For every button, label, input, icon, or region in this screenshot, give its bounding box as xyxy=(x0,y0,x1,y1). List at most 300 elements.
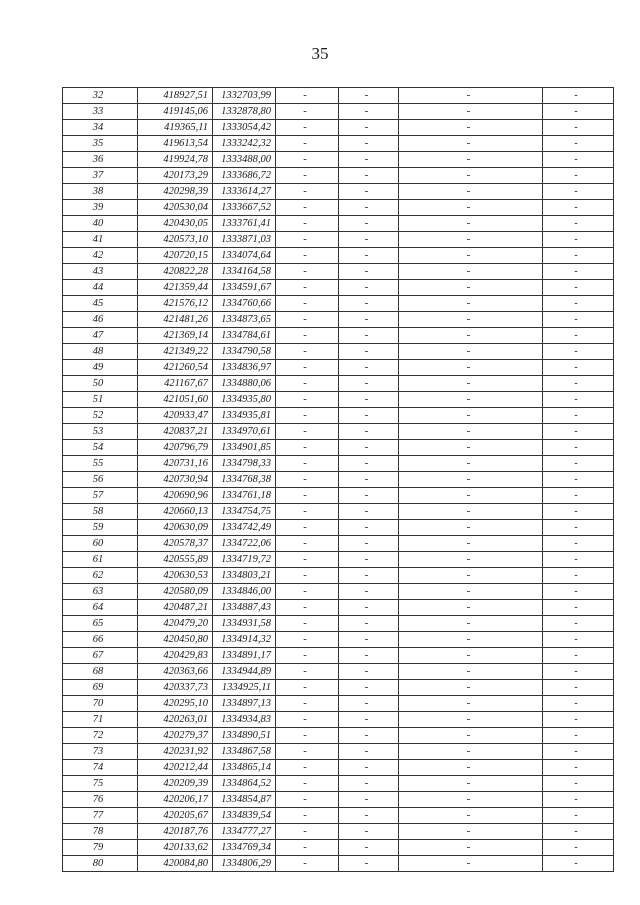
point-number-cell: 55 xyxy=(63,456,138,472)
table-row xyxy=(63,264,614,280)
column-4-cell: - xyxy=(276,696,339,712)
x-coordinate-cell: 420295,10 xyxy=(138,696,213,712)
page-number: 35 xyxy=(311,44,329,63)
table-row xyxy=(63,296,614,312)
y-coordinate-cell: 1333242,32 xyxy=(213,136,276,152)
x-coordinate-cell: 419924,78 xyxy=(138,152,213,168)
column-6-cell: - xyxy=(399,264,543,280)
point-number-cell: 44 xyxy=(63,280,138,296)
column-4-cell: - xyxy=(276,760,339,776)
column-4-cell: - xyxy=(276,280,339,296)
column-6-cell: - xyxy=(399,440,543,456)
column-4-cell: - xyxy=(276,632,339,648)
column-6-cell: - xyxy=(399,856,543,872)
column-7-cell: - xyxy=(543,312,614,328)
y-coordinate-cell: 1334846,00 xyxy=(213,584,276,600)
point-number-cell: 61 xyxy=(63,552,138,568)
column-4-cell: - xyxy=(276,424,339,440)
point-number-cell: 38 xyxy=(63,184,138,200)
column-6-cell: - xyxy=(399,216,543,232)
x-coordinate-cell: 420796,79 xyxy=(138,440,213,456)
y-coordinate-cell: 1334865,14 xyxy=(213,760,276,776)
column-5-cell: - xyxy=(339,152,399,168)
column-7-cell: - xyxy=(543,712,614,728)
point-number-cell: 50 xyxy=(63,376,138,392)
column-7-cell: - xyxy=(543,760,614,776)
y-coordinate-cell: 1334935,81 xyxy=(213,408,276,424)
table-row xyxy=(63,616,614,632)
point-number-cell: 74 xyxy=(63,760,138,776)
column-6-cell: - xyxy=(399,232,543,248)
table-row xyxy=(63,776,614,792)
column-5-cell: - xyxy=(339,536,399,552)
column-4-cell: - xyxy=(276,216,339,232)
column-5-cell: - xyxy=(339,792,399,808)
column-4-cell: - xyxy=(276,600,339,616)
column-5-cell: - xyxy=(339,392,399,408)
column-4-cell: - xyxy=(276,488,339,504)
table-row xyxy=(63,104,614,120)
column-6-cell: - xyxy=(399,840,543,856)
y-coordinate-cell: 1334935,80 xyxy=(213,392,276,408)
x-coordinate-cell: 420212,44 xyxy=(138,760,213,776)
y-coordinate-cell: 1333488,00 xyxy=(213,152,276,168)
y-coordinate-cell: 1334761,18 xyxy=(213,488,276,504)
column-4-cell: - xyxy=(276,360,339,376)
x-coordinate-cell: 421359,44 xyxy=(138,280,213,296)
x-coordinate-cell: 420822,28 xyxy=(138,264,213,280)
column-6-cell: - xyxy=(399,152,543,168)
y-coordinate-cell: 1333871,03 xyxy=(213,232,276,248)
column-4-cell: - xyxy=(276,200,339,216)
column-7-cell: - xyxy=(543,408,614,424)
point-number-cell: 63 xyxy=(63,584,138,600)
column-5-cell: - xyxy=(339,552,399,568)
column-7-cell: - xyxy=(543,744,614,760)
column-6-cell: - xyxy=(399,760,543,776)
y-coordinate-cell: 1334769,34 xyxy=(213,840,276,856)
column-4-cell: - xyxy=(276,296,339,312)
column-7-cell: - xyxy=(543,280,614,296)
point-number-cell: 52 xyxy=(63,408,138,424)
point-number-cell: 62 xyxy=(63,568,138,584)
y-coordinate-cell: 1334760,66 xyxy=(213,296,276,312)
column-5-cell: - xyxy=(339,584,399,600)
table-row xyxy=(63,552,614,568)
column-6-cell: - xyxy=(399,328,543,344)
column-4-cell: - xyxy=(276,136,339,152)
column-6-cell: - xyxy=(399,632,543,648)
column-5-cell: - xyxy=(339,88,399,104)
table-row xyxy=(63,680,614,696)
y-coordinate-cell: 1334867,58 xyxy=(213,744,276,760)
column-6-cell: - xyxy=(399,712,543,728)
column-4-cell: - xyxy=(276,568,339,584)
point-number-cell: 53 xyxy=(63,424,138,440)
x-coordinate-cell: 421167,67 xyxy=(138,376,213,392)
column-7-cell: - xyxy=(543,776,614,792)
column-7-cell: - xyxy=(543,808,614,824)
x-coordinate-cell: 419613,54 xyxy=(138,136,213,152)
column-6-cell: - xyxy=(399,120,543,136)
column-7-cell: - xyxy=(543,168,614,184)
column-4-cell: - xyxy=(276,520,339,536)
column-4-cell: - xyxy=(276,616,339,632)
point-number-cell: 40 xyxy=(63,216,138,232)
column-5-cell: - xyxy=(339,424,399,440)
column-5-cell: - xyxy=(339,488,399,504)
column-7-cell: - xyxy=(543,392,614,408)
point-number-cell: 67 xyxy=(63,648,138,664)
column-6-cell: - xyxy=(399,664,543,680)
y-coordinate-cell: 1332703,99 xyxy=(213,88,276,104)
column-5-cell: - xyxy=(339,184,399,200)
table-row xyxy=(63,360,614,376)
point-number-cell: 79 xyxy=(63,840,138,856)
column-7-cell: - xyxy=(543,136,614,152)
table-row xyxy=(63,712,614,728)
column-7-cell: - xyxy=(543,424,614,440)
column-6-cell: - xyxy=(399,776,543,792)
column-7-cell: - xyxy=(543,104,614,120)
column-7-cell: - xyxy=(543,600,614,616)
column-7-cell: - xyxy=(543,328,614,344)
column-7-cell: - xyxy=(543,616,614,632)
y-coordinate-cell: 1334836,97 xyxy=(213,360,276,376)
x-coordinate-cell: 420690,96 xyxy=(138,488,213,504)
table-row xyxy=(63,136,614,152)
point-number-cell: 77 xyxy=(63,808,138,824)
x-coordinate-cell: 420231,92 xyxy=(138,744,213,760)
column-4-cell: - xyxy=(276,344,339,360)
column-6-cell: - xyxy=(399,296,543,312)
x-coordinate-cell: 421051,60 xyxy=(138,392,213,408)
column-4-cell: - xyxy=(276,536,339,552)
point-number-cell: 71 xyxy=(63,712,138,728)
y-coordinate-cell: 1334591,67 xyxy=(213,280,276,296)
column-4-cell: - xyxy=(276,504,339,520)
column-7-cell: - xyxy=(543,632,614,648)
y-coordinate-cell: 1334925,11 xyxy=(213,680,276,696)
column-5-cell: - xyxy=(339,104,399,120)
table-row xyxy=(63,856,614,872)
column-5-cell: - xyxy=(339,648,399,664)
y-coordinate-cell: 1334768,38 xyxy=(213,472,276,488)
x-coordinate-cell: 420209,39 xyxy=(138,776,213,792)
table-row xyxy=(63,328,614,344)
y-coordinate-cell: 1334742,49 xyxy=(213,520,276,536)
point-number-cell: 66 xyxy=(63,632,138,648)
x-coordinate-cell: 420555,89 xyxy=(138,552,213,568)
y-coordinate-cell: 1334934,83 xyxy=(213,712,276,728)
y-coordinate-cell: 1334784,61 xyxy=(213,328,276,344)
y-coordinate-cell: 1332878,80 xyxy=(213,104,276,120)
point-number-cell: 34 xyxy=(63,120,138,136)
point-number-cell: 75 xyxy=(63,776,138,792)
x-coordinate-cell: 418927,51 xyxy=(138,88,213,104)
column-4-cell: - xyxy=(276,856,339,872)
column-5-cell: - xyxy=(339,216,399,232)
table-row xyxy=(63,808,614,824)
column-7-cell: - xyxy=(543,344,614,360)
column-5-cell: - xyxy=(339,632,399,648)
point-number-cell: 42 xyxy=(63,248,138,264)
x-coordinate-cell: 420084,80 xyxy=(138,856,213,872)
x-coordinate-cell: 420630,53 xyxy=(138,568,213,584)
column-5-cell: - xyxy=(339,376,399,392)
point-number-cell: 60 xyxy=(63,536,138,552)
y-coordinate-cell: 1334803,21 xyxy=(213,568,276,584)
y-coordinate-cell: 1334798,33 xyxy=(213,456,276,472)
x-coordinate-cell: 421369,14 xyxy=(138,328,213,344)
point-number-cell: 45 xyxy=(63,296,138,312)
y-coordinate-cell: 1334891,17 xyxy=(213,648,276,664)
column-5-cell: - xyxy=(339,472,399,488)
column-7-cell: - xyxy=(543,696,614,712)
column-7-cell: - xyxy=(543,88,614,104)
column-4-cell: - xyxy=(276,376,339,392)
column-5-cell: - xyxy=(339,680,399,696)
y-coordinate-cell: 1334901,85 xyxy=(213,440,276,456)
column-6-cell: - xyxy=(399,344,543,360)
table-row xyxy=(63,728,614,744)
point-number-cell: 46 xyxy=(63,312,138,328)
table-row xyxy=(63,120,614,136)
column-4-cell: - xyxy=(276,264,339,280)
column-6-cell: - xyxy=(399,616,543,632)
column-6-cell: - xyxy=(399,424,543,440)
column-7-cell: - xyxy=(543,648,614,664)
column-6-cell: - xyxy=(399,248,543,264)
column-4-cell: - xyxy=(276,88,339,104)
column-5-cell: - xyxy=(339,776,399,792)
x-coordinate-cell: 420337,73 xyxy=(138,680,213,696)
column-6-cell: - xyxy=(399,808,543,824)
column-5-cell: - xyxy=(339,328,399,344)
table-row xyxy=(63,248,614,264)
column-5-cell: - xyxy=(339,520,399,536)
y-coordinate-cell: 1334722,06 xyxy=(213,536,276,552)
table-row xyxy=(63,184,614,200)
column-7-cell: - xyxy=(543,152,614,168)
column-7-cell: - xyxy=(543,520,614,536)
column-7-cell: - xyxy=(543,376,614,392)
point-number-cell: 36 xyxy=(63,152,138,168)
y-coordinate-cell: 1334864,52 xyxy=(213,776,276,792)
x-coordinate-cell: 420580,09 xyxy=(138,584,213,600)
column-7-cell: - xyxy=(543,440,614,456)
table-row xyxy=(63,648,614,664)
column-7-cell: - xyxy=(543,680,614,696)
column-7-cell: - xyxy=(543,840,614,856)
column-7-cell: - xyxy=(543,216,614,232)
column-5-cell: - xyxy=(339,168,399,184)
x-coordinate-cell: 420487,21 xyxy=(138,600,213,616)
table-row xyxy=(63,408,614,424)
column-4-cell: - xyxy=(276,552,339,568)
table-row xyxy=(63,824,614,840)
column-6-cell: - xyxy=(399,728,543,744)
column-6-cell: - xyxy=(399,488,543,504)
column-6-cell: - xyxy=(399,536,543,552)
point-number-cell: 78 xyxy=(63,824,138,840)
column-5-cell: - xyxy=(339,232,399,248)
column-5-cell: - xyxy=(339,664,399,680)
table-row xyxy=(63,840,614,856)
column-4-cell: - xyxy=(276,232,339,248)
column-4-cell: - xyxy=(276,584,339,600)
column-6-cell: - xyxy=(399,408,543,424)
column-5-cell: - xyxy=(339,344,399,360)
column-5-cell: - xyxy=(339,440,399,456)
point-number-cell: 37 xyxy=(63,168,138,184)
column-4-cell: - xyxy=(276,440,339,456)
column-7-cell: - xyxy=(543,296,614,312)
table-row xyxy=(63,216,614,232)
y-coordinate-cell: 1334887,43 xyxy=(213,600,276,616)
y-coordinate-cell: 1334074,64 xyxy=(213,248,276,264)
point-number-cell: 41 xyxy=(63,232,138,248)
column-7-cell: - xyxy=(543,248,614,264)
table-row xyxy=(63,280,614,296)
column-5-cell: - xyxy=(339,264,399,280)
x-coordinate-cell: 420573,10 xyxy=(138,232,213,248)
point-number-cell: 72 xyxy=(63,728,138,744)
x-coordinate-cell: 420205,67 xyxy=(138,808,213,824)
column-5-cell: - xyxy=(339,296,399,312)
column-7-cell: - xyxy=(543,584,614,600)
x-coordinate-cell: 421481,26 xyxy=(138,312,213,328)
column-7-cell: - xyxy=(543,456,614,472)
x-coordinate-cell: 420173,29 xyxy=(138,168,213,184)
y-coordinate-cell: 1334839,54 xyxy=(213,808,276,824)
column-6-cell: - xyxy=(399,392,543,408)
column-5-cell: - xyxy=(339,616,399,632)
column-6-cell: - xyxy=(399,168,543,184)
column-5-cell: - xyxy=(339,744,399,760)
table-row xyxy=(63,232,614,248)
x-coordinate-cell: 420429,83 xyxy=(138,648,213,664)
table-body xyxy=(63,88,614,872)
x-coordinate-cell: 420133,62 xyxy=(138,840,213,856)
column-4-cell: - xyxy=(276,104,339,120)
column-7-cell: - xyxy=(543,856,614,872)
table-row xyxy=(63,312,614,328)
x-coordinate-cell: 420933,47 xyxy=(138,408,213,424)
column-5-cell: - xyxy=(339,728,399,744)
table-row xyxy=(63,792,614,808)
column-4-cell: - xyxy=(276,824,339,840)
column-4-cell: - xyxy=(276,712,339,728)
point-number-cell: 68 xyxy=(63,664,138,680)
point-number-cell: 57 xyxy=(63,488,138,504)
column-4-cell: - xyxy=(276,392,339,408)
x-coordinate-cell: 420720,15 xyxy=(138,248,213,264)
y-coordinate-cell: 1334806,29 xyxy=(213,856,276,872)
x-coordinate-cell: 420187,76 xyxy=(138,824,213,840)
x-coordinate-cell: 420837,21 xyxy=(138,424,213,440)
table-row xyxy=(63,696,614,712)
column-5-cell: - xyxy=(339,408,399,424)
column-6-cell: - xyxy=(399,520,543,536)
column-5-cell: - xyxy=(339,504,399,520)
table-row xyxy=(63,600,614,616)
column-7-cell: - xyxy=(543,264,614,280)
column-4-cell: - xyxy=(276,808,339,824)
column-6-cell: - xyxy=(399,184,543,200)
column-7-cell: - xyxy=(543,200,614,216)
column-7-cell: - xyxy=(543,504,614,520)
y-coordinate-cell: 1334944,89 xyxy=(213,664,276,680)
table-row xyxy=(63,88,614,104)
column-6-cell: - xyxy=(399,824,543,840)
y-coordinate-cell: 1334854,87 xyxy=(213,792,276,808)
column-4-cell: - xyxy=(276,168,339,184)
x-coordinate-cell: 420206,17 xyxy=(138,792,213,808)
y-coordinate-cell: 1334931,58 xyxy=(213,616,276,632)
column-7-cell: - xyxy=(543,728,614,744)
y-coordinate-cell: 1334777,27 xyxy=(213,824,276,840)
column-7-cell: - xyxy=(543,792,614,808)
point-number-cell: 35 xyxy=(63,136,138,152)
y-coordinate-cell: 1334164,58 xyxy=(213,264,276,280)
column-6-cell: - xyxy=(399,136,543,152)
column-4-cell: - xyxy=(276,472,339,488)
x-coordinate-cell: 421260,54 xyxy=(138,360,213,376)
column-5-cell: - xyxy=(339,696,399,712)
x-coordinate-cell: 419365,11 xyxy=(138,120,213,136)
table-row xyxy=(63,440,614,456)
y-coordinate-cell: 1334970,61 xyxy=(213,424,276,440)
x-coordinate-cell: 420263,01 xyxy=(138,712,213,728)
column-4-cell: - xyxy=(276,184,339,200)
point-number-cell: 64 xyxy=(63,600,138,616)
table-row xyxy=(63,536,614,552)
column-5-cell: - xyxy=(339,760,399,776)
point-number-cell: 51 xyxy=(63,392,138,408)
point-number-cell: 39 xyxy=(63,200,138,216)
column-6-cell: - xyxy=(399,88,543,104)
x-coordinate-cell: 420530,04 xyxy=(138,200,213,216)
table-row xyxy=(63,392,614,408)
column-7-cell: - xyxy=(543,184,614,200)
y-coordinate-cell: 1334890,51 xyxy=(213,728,276,744)
column-5-cell: - xyxy=(339,824,399,840)
point-number-cell: 80 xyxy=(63,856,138,872)
column-6-cell: - xyxy=(399,376,543,392)
column-4-cell: - xyxy=(276,680,339,696)
column-5-cell: - xyxy=(339,280,399,296)
column-6-cell: - xyxy=(399,504,543,520)
point-number-cell: 76 xyxy=(63,792,138,808)
point-number-cell: 59 xyxy=(63,520,138,536)
y-coordinate-cell: 1334914,32 xyxy=(213,632,276,648)
point-number-cell: 54 xyxy=(63,440,138,456)
column-5-cell: - xyxy=(339,136,399,152)
x-coordinate-cell: 420298,39 xyxy=(138,184,213,200)
y-coordinate-cell: 1334719,72 xyxy=(213,552,276,568)
table-row xyxy=(63,168,614,184)
column-7-cell: - xyxy=(543,536,614,552)
column-4-cell: - xyxy=(276,312,339,328)
column-4-cell: - xyxy=(276,728,339,744)
table-row xyxy=(63,424,614,440)
column-7-cell: - xyxy=(543,472,614,488)
column-4-cell: - xyxy=(276,648,339,664)
column-6-cell: - xyxy=(399,280,543,296)
point-number-cell: 69 xyxy=(63,680,138,696)
table-row xyxy=(63,632,614,648)
